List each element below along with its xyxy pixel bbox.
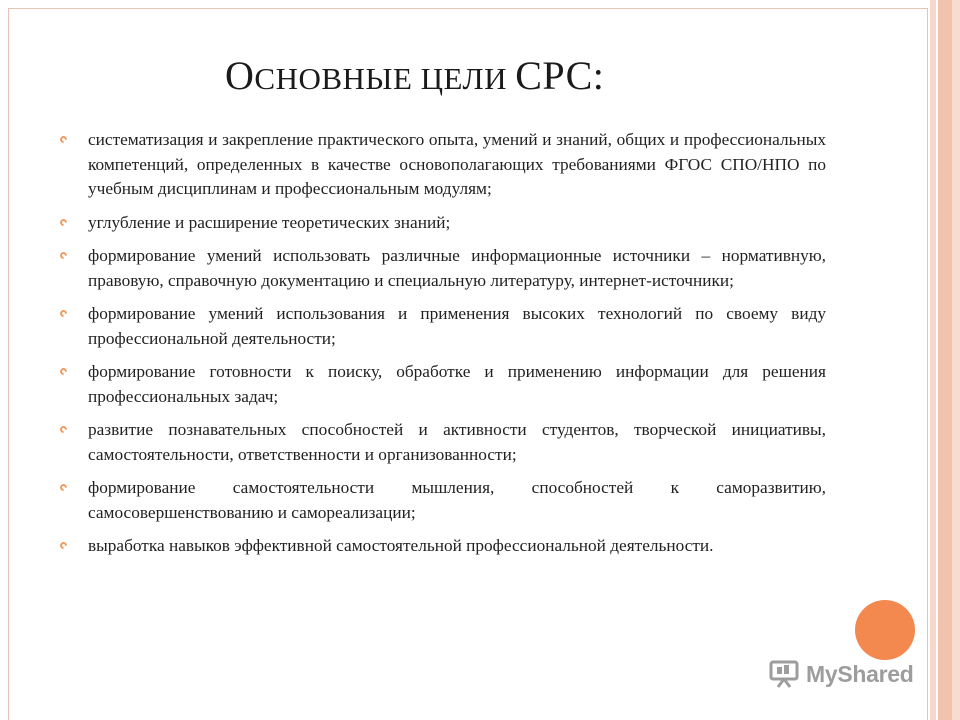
watermark-logo	[768, 657, 914, 691]
list-item	[60, 128, 826, 202]
presentation-board-icon	[768, 659, 800, 689]
watermark-text: MyShared	[806, 660, 914, 687]
list-item-text: систематизация и закрепление практического опыта, умений и знаний, общих и профессиональных компетенций, определенных в качестве основополагающих требованиями ФГОС СПО/НПО по учебным дисциплинам и профессиональным модулям;	[88, 130, 826, 198]
title-first-letter: О	[225, 53, 255, 98]
list-item-text: формирование умений использовать различные информационные источники – нормативную, правовую, справочную документацию и специальную литературу, интернет-источники;	[88, 246, 826, 290]
list-item	[60, 244, 826, 293]
list-item	[60, 360, 826, 409]
list-item-text: формирование самостоятельности мышления, способностей к саморазвитию, самосовершенствованию и самореализации;	[88, 478, 826, 522]
bullet-marker-icon	[59, 309, 69, 319]
decor-stripe	[938, 0, 952, 720]
list-item-text: формирование умений использования и применения высоких технологий по своему виду профессиональной деятельности;	[88, 304, 826, 348]
list-item	[60, 302, 826, 351]
bullet-marker-icon	[59, 541, 69, 551]
decor-stripe	[930, 0, 936, 720]
list-item	[60, 211, 826, 236]
bullet-marker-icon	[59, 425, 69, 435]
title-rest: СНОВНЫЕ ЦЕЛИ СРС:	[254, 53, 605, 98]
bullet-marker-icon	[59, 135, 69, 145]
bullet-marker-icon	[59, 251, 69, 261]
list-item	[60, 418, 826, 467]
list-item	[60, 476, 826, 525]
bullet-marker-icon	[59, 217, 69, 227]
list-item-text: формирование готовности к поиску, обработке и применению информации для решения профессиональных задач;	[88, 362, 826, 406]
list-item	[60, 534, 826, 559]
slide-title	[225, 52, 604, 99]
list-item-text: выработка навыков эффективной самостоятельной профессиональной деятельности.	[88, 536, 714, 555]
bullet-marker-icon	[59, 367, 69, 377]
decor-orange-circle	[855, 600, 915, 660]
goals-list	[60, 128, 826, 568]
list-item-text: развитие познавательных способностей и активности студентов, творческой инициативы, самостоятельности, ответственности и организованности;	[88, 420, 826, 464]
decor-stripe	[952, 0, 960, 720]
list-item-text: углубление и расширение теоретических знаний;	[88, 212, 451, 232]
bullet-marker-icon	[59, 483, 69, 493]
